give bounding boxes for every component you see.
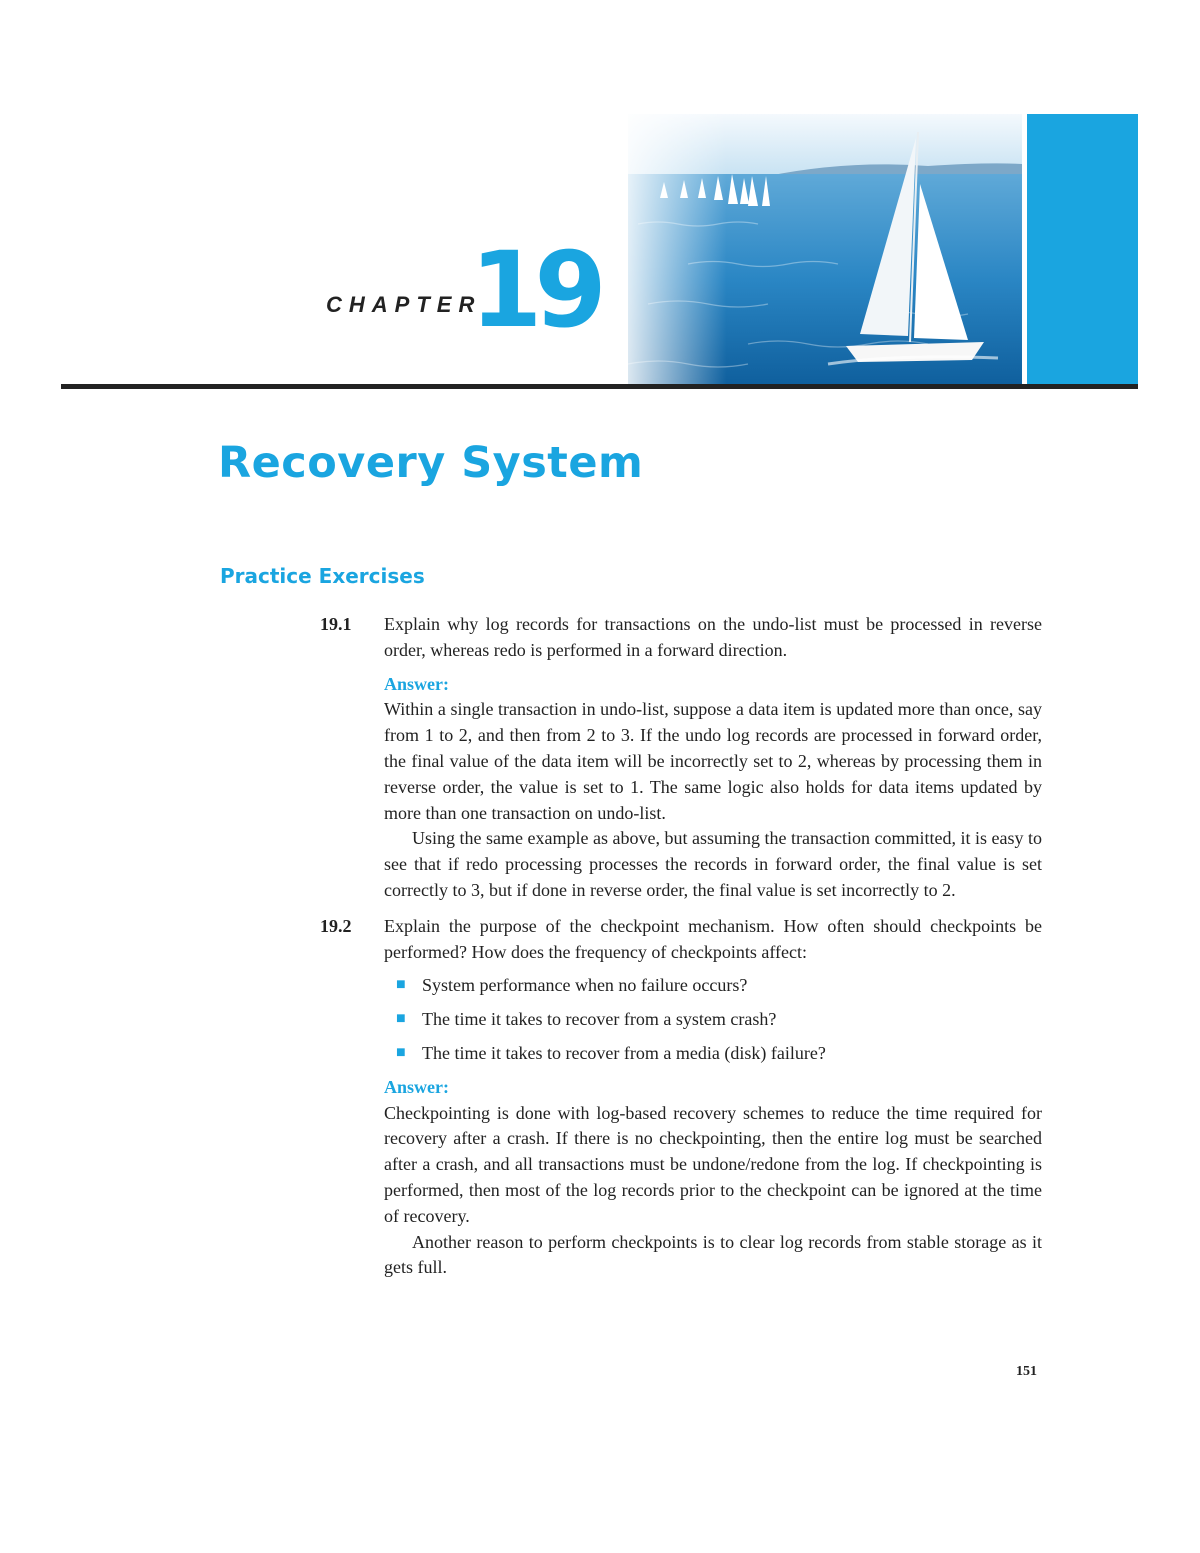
chapter-number: 19 [470,229,599,351]
bullet-text: System performance when no failure occurs? [422,975,748,996]
exercise-number: 19.1 [320,614,352,634]
exercise-list [320,612,1042,1281]
answer-paragraph: Checkpointing is done with log-based recovery schemes to reduce the time required for recovery after a crash. If there is no checkpointing, then the entire log must be searched after a crash, and all transactions must be undone/redone from the log. If checkpointing is performed, then most of the log records prior to the checkpoint can be ignored at the time of recovery. [384,1102,1042,1226]
answer-label: Answer: [384,1076,449,1097]
page-number: 151 [1016,1364,1037,1379]
list-item [384,1041,1042,1067]
answer-paragraph: Within a single transaction in undo-list, suppose a data item is updated more than once, say from 1 to 2, and then from 2 to 3. If the undo log records are processed in forward order, the final value of the data item will be incorrectly set to 2, whereas by processing them in reverse order, the value is set to 1. The same logic also holds for data items updated by more than one transaction on undo-list. [384,699,1042,823]
bullet-icon: ■ [396,1043,406,1061]
chapter-title: Recovery System [218,438,644,488]
header-rule [61,384,1138,389]
answer-label: Answer: [384,673,449,694]
exercise-19-1 [320,612,1042,904]
bullet-text: The time it takes to recover from a system crash? [422,1009,777,1030]
list-item [384,973,1042,999]
accent-block [1027,114,1138,386]
list-item [384,1007,1042,1033]
bullet-icon: ■ [396,1010,406,1028]
section-heading: Practice Exercises [220,564,425,588]
chapter-label: CHAPTER [326,292,482,317]
bullet-text: The time it takes to recover from a media (disk) failure? [422,1042,826,1063]
exercise-question: Explain the purpose of the checkpoint mechanism. How often should checkpoints be performed? How does the frequency of checkpoints affect: [384,915,1042,962]
question-bullet-list [384,973,1042,1066]
answer-paragraph: Another reason to perform checkpoints is to clear log records from stable storage as it gets full. [384,1231,1042,1278]
exercise-number: 19.2 [320,915,352,936]
answer-paragraph: Using the same example as above, but assuming the transaction committed, it is easy to see that if redo processing processes the records in forward order, the final value is set correctly to 3, but if done in reverse order, the final value is set incorrectly to 2. [384,828,1042,900]
exercise-question: Explain why log records for transactions on the undo-list must be processed in reverse order, whereas redo is performed in a forward direction. [384,614,1042,660]
exercise-19-2 [320,914,1042,1281]
bullet-icon: ■ [396,976,406,994]
sailboat-image [628,114,1022,386]
